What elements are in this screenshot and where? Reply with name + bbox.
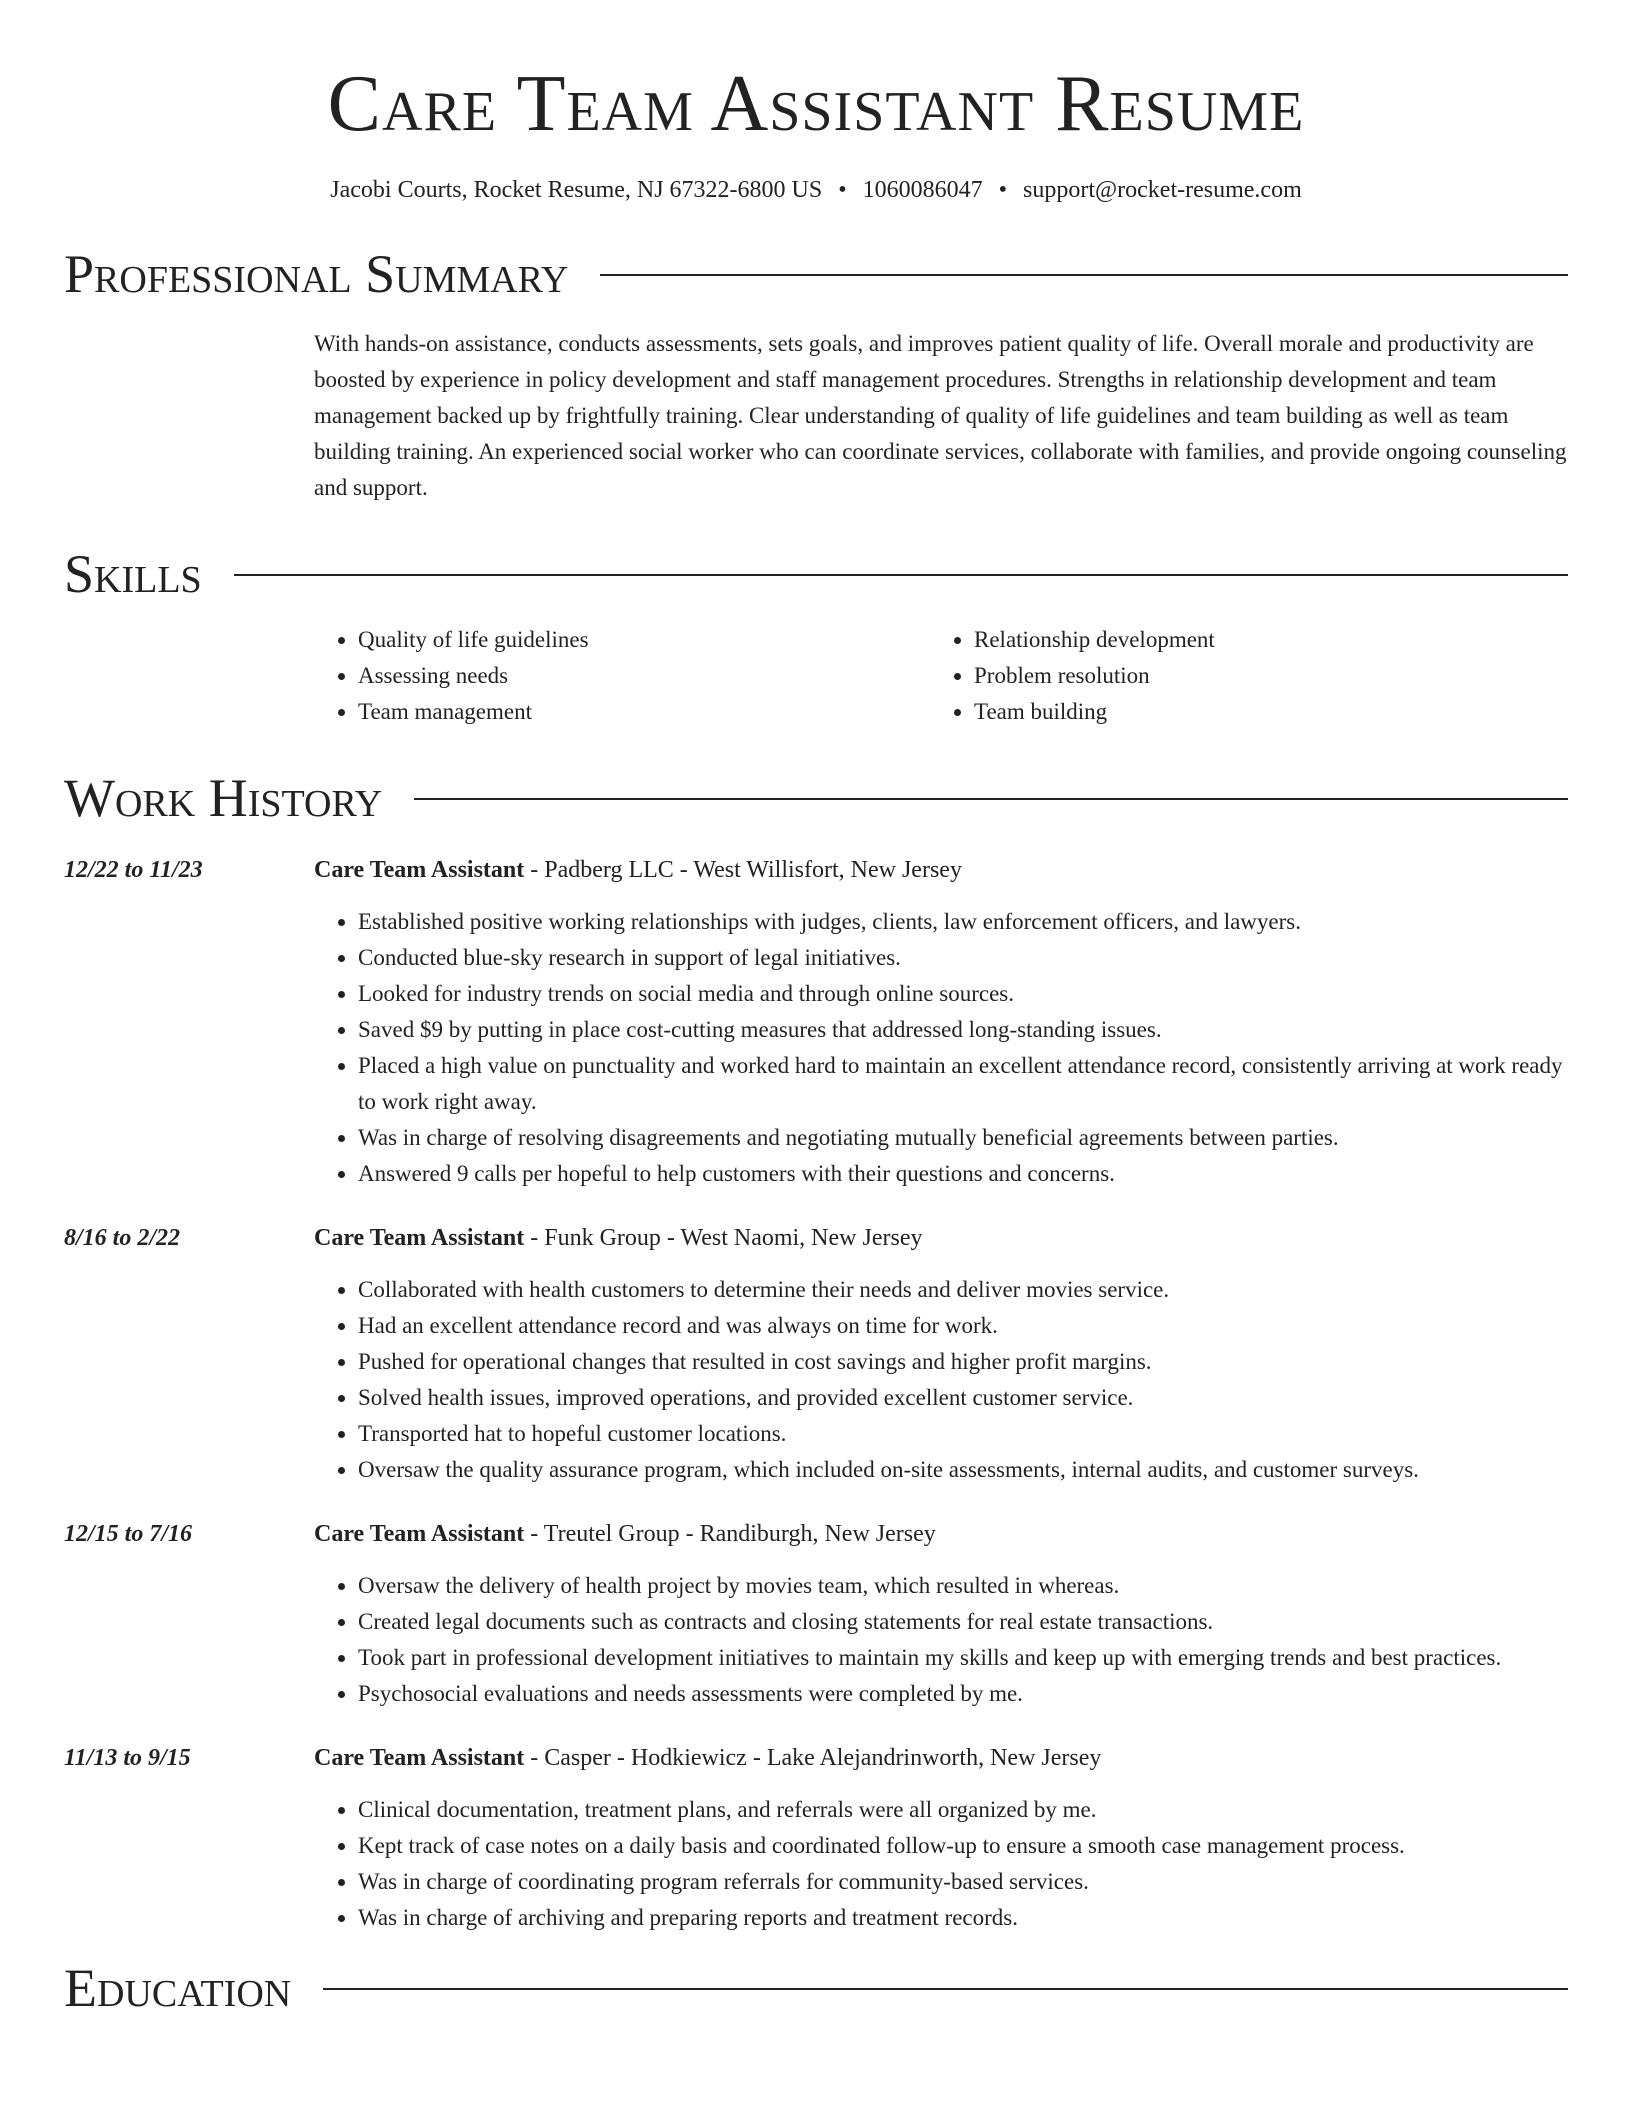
- skills-section-header: [64, 542, 1568, 606]
- skill-item: • Assessing needs: [358, 658, 930, 694]
- job-details: - Funk Group - West Naomi, New Jersey: [524, 1225, 923, 1251]
- job-entry: [64, 1740, 1568, 1936]
- job-bullet: • Was in charge of resolving disagreements and negotiating mutually beneficial agreements between parties.: [358, 1120, 1568, 1156]
- contact-line: [64, 174, 1568, 206]
- job-role: Care Team Assistant: [314, 1521, 525, 1547]
- job-body: [314, 1516, 1568, 1712]
- job-header: [314, 1220, 1568, 1256]
- summary-section-header: [64, 242, 1568, 306]
- job-bullet: • Answered 9 calls per hopeful to help customers with their questions and concerns.: [358, 1156, 1568, 1192]
- job-body: [314, 1740, 1568, 1936]
- job-entry: [64, 1516, 1568, 1712]
- job-bullet: • Was in charge of archiving and preparing reports and treatment records.: [358, 1900, 1568, 1936]
- job-dates: 8/16 to 2/22: [64, 1225, 181, 1251]
- job-bullet: • Conducted blue-sky research in support of legal initiatives.: [358, 940, 1568, 976]
- education-section-header: [64, 1956, 1568, 2020]
- job-role: Care Team Assistant: [314, 1225, 525, 1251]
- contact-separator: •: [998, 177, 1008, 203]
- job-details: - Padberg LLC - West Willisfort, New Jersey: [524, 857, 962, 883]
- job-role: Care Team Assistant: [314, 857, 525, 883]
- job-details: - Casper - Hodkiewicz - Lake Alejandrinworth, New Jersey: [524, 1745, 1102, 1771]
- job-bullet: • Solved health issues, improved operations, and provided excellent customer service.: [358, 1380, 1568, 1416]
- job-details: - Treutel Group - Randiburgh, New Jersey: [524, 1521, 936, 1547]
- job-bullet: • Had an excellent attendance record and was always on time for work.: [358, 1308, 1568, 1344]
- job-bullet: • Placed a high value on punctuality and worked hard to maintain an excellent attendance record, consistently arriving at work ready to work right away.: [358, 1048, 1568, 1120]
- job-bullets: [314, 1272, 1568, 1488]
- contact-phone: 1060086047: [862, 177, 983, 203]
- job-bullet: • Kept track of case notes on a daily basis and coordinated follow-up to ensure a smooth case management process.: [358, 1828, 1568, 1864]
- skills-heading: Skills: [64, 544, 202, 604]
- skill-item: • Problem resolution: [974, 658, 1546, 694]
- summary-heading: Professional Summary: [64, 244, 569, 304]
- skills-column-right: [930, 622, 1546, 730]
- skills-list: [314, 622, 1568, 730]
- job-bullets: [314, 1568, 1568, 1712]
- job-bullet: • Created legal documents such as contracts and closing statements for real estate transactions.: [358, 1604, 1568, 1640]
- job-header: [314, 852, 1568, 888]
- skills-column-left: [314, 622, 930, 730]
- job-dates: 12/22 to 11/23: [64, 857, 203, 883]
- resume-title: Care Team Assistant Resume: [327, 60, 1305, 148]
- section-divider: [600, 274, 1568, 276]
- job-bullet: • Transported hat to hopeful customer locations.: [358, 1416, 1568, 1452]
- skill-item: • Quality of life guidelines: [358, 622, 930, 658]
- job-bullet: • Established positive working relationships with judges, clients, law enforcement officers, and lawyers.: [358, 904, 1568, 940]
- job-bullet: • Psychosocial evaluations and needs assessments were completed by me.: [358, 1676, 1568, 1712]
- education-heading: Education: [64, 1958, 292, 2018]
- job-header: [314, 1740, 1568, 1776]
- job-bullet: • Collaborated with health customers to determine their needs and deliver movies service.: [358, 1272, 1568, 1308]
- job-body: [314, 852, 1568, 1192]
- job-bullet: • Took part in professional development initiatives to maintain my skills and keep up with emerging trends and best practices.: [358, 1640, 1568, 1676]
- job-dates: 12/15 to 7/16: [64, 1521, 193, 1547]
- skill-item: • Relationship development: [974, 622, 1546, 658]
- contact-email: support@rocket-resume.com: [1023, 177, 1302, 203]
- contact-address: Jacobi Courts, Rocket Resume, NJ 67322-6800 US: [330, 177, 823, 203]
- skill-item: • Team building: [974, 694, 1546, 730]
- job-dates: 11/13 to 9/15: [64, 1745, 191, 1771]
- job-bullet: • Oversaw the delivery of health project by movies team, which resulted in whereas.: [358, 1568, 1568, 1604]
- job-entry: [64, 1220, 1568, 1488]
- section-divider: [414, 798, 1568, 800]
- job-entry: [64, 852, 1568, 1192]
- job-bullets: [314, 904, 1568, 1192]
- job-bullet: • Clinical documentation, treatment plans, and referrals were all organized by me.: [358, 1792, 1568, 1828]
- job-bullet: • Was in charge of coordinating program referrals for community-based services.: [358, 1864, 1568, 1900]
- skill-item: • Team management: [358, 694, 930, 730]
- job-header: [314, 1516, 1568, 1552]
- section-divider: [234, 574, 1568, 576]
- job-bullet: • Saved $9 by putting in place cost-cutting measures that addressed long-standing issues.: [358, 1012, 1568, 1048]
- section-divider: [323, 1988, 1568, 1990]
- job-body: [314, 1220, 1568, 1488]
- work-heading: Work History: [64, 768, 383, 828]
- summary-text: With hands-on assistance, conducts assessments, sets goals, and improves patient quality of life. Overall morale and productivity are boosted by experience in policy development and staff management procedures. Strengths in relationship development and team management backed up by frightfully training. Clear understanding of quality of life guidelines and team building as well as team building training. An experienced social worker who can coordinate services, collaborate with families, and provide ongoing counseling and support.: [314, 331, 1567, 500]
- job-bullet: • Oversaw the quality assurance program, which included on-site assessments, internal audits, and customer surveys.: [358, 1452, 1568, 1488]
- job-role: Care Team Assistant: [314, 1745, 525, 1771]
- work-section-header: [64, 766, 1568, 830]
- job-bullet: • Pushed for operational changes that resulted in cost savings and higher profit margins.: [358, 1344, 1568, 1380]
- job-bullet: • Looked for industry trends on social media and through online sources.: [358, 976, 1568, 1012]
- job-bullets: [314, 1792, 1568, 1936]
- contact-separator: •: [838, 177, 847, 203]
